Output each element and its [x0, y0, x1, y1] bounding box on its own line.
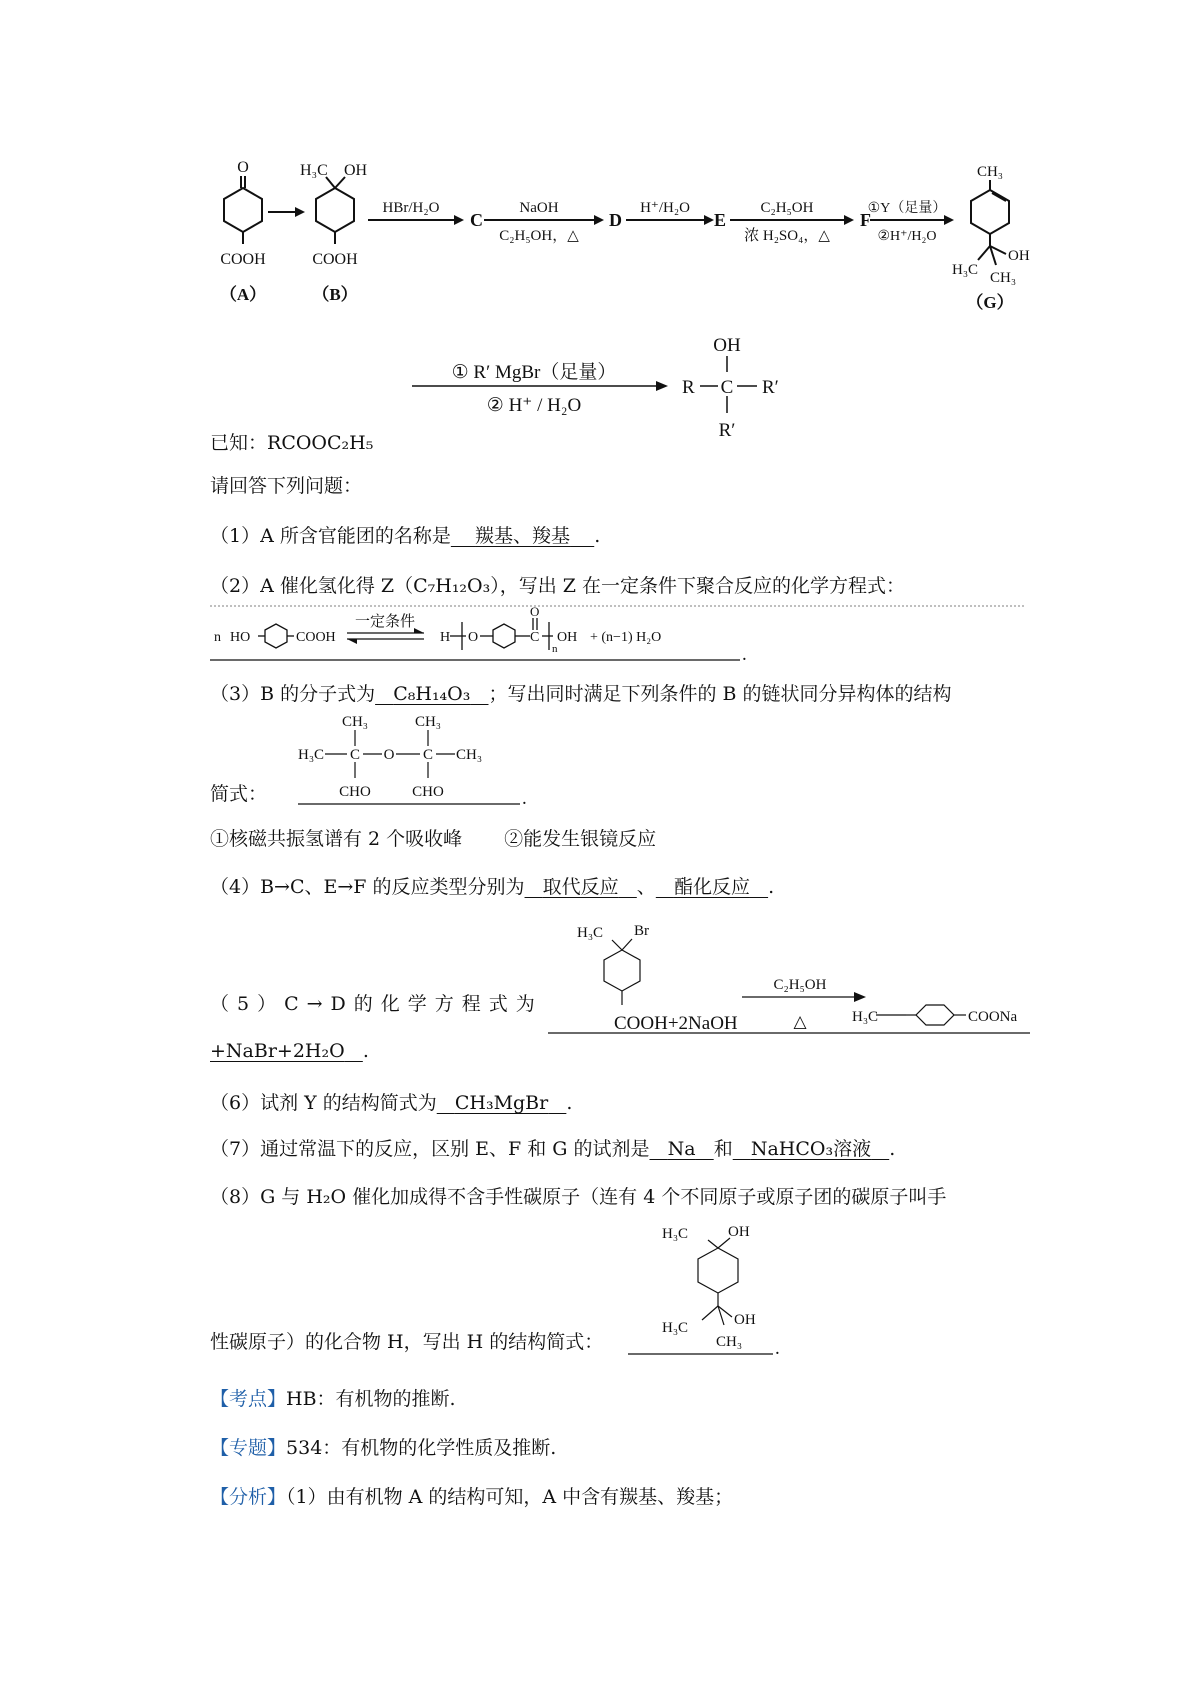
q1-text: （1）A 所含官能团的名称是 — [210, 525, 451, 547]
q5-line2 — [210, 1040, 363, 1062]
q5-br: Br — [634, 923, 649, 939]
q3-answer-text: C₈H₁₄O₃ — [393, 683, 471, 705]
q2-h: H — [440, 630, 451, 645]
question-6: （6）试剂 Y 的结构简式为 CH₃MgBr . — [210, 1092, 573, 1114]
q8-ch3-bot: CH₃ — [716, 1334, 743, 1350]
q1-answer — [451, 525, 594, 547]
question-8-line2: 性碳原子）的化合物 H，写出 H 的结构简式： — [210, 1331, 604, 1353]
q3-h3c: H₃C — [298, 747, 325, 763]
q4-answer-2-text: 酯化反应 — [673, 876, 750, 898]
a-cooh: COOH — [220, 251, 266, 268]
q4-text: （4）B→C、E→F 的反应类型分别为 — [210, 876, 525, 898]
q2-ho: HO — [230, 630, 251, 645]
q5-h3c: H₃C — [577, 925, 604, 941]
question-7: （7）通过常温下的反应，区别 E、F 和 G 的试剂是 Na 和 NaHCO₃溶液 . — [210, 1138, 896, 1160]
q2-carbonyl-o: O — [530, 604, 540, 619]
q3-text: （3）B 的分子式为 — [210, 683, 376, 705]
q3-conditions — [210, 825, 656, 853]
compound-b-ring — [316, 188, 354, 232]
q2-cond: 一定条件 — [354, 614, 416, 630]
q7-text: （7）通过常温下的反应，区别 E、F 和 G 的试剂是 — [210, 1138, 650, 1160]
question-5-line2: +NaBr+2H₂O . — [210, 1040, 369, 1062]
known-c: C — [720, 377, 734, 398]
g-ch3-top: CH₃ — [976, 164, 1004, 180]
condition-1: ①核磁共振氢谱有 2 个吸收峰 — [210, 828, 463, 850]
reaction-scheme — [0, 0, 1200, 320]
known-reaction — [0, 320, 1200, 470]
q3-ch3-c: CH₃ — [456, 747, 483, 763]
q2-cooh: COOH — [296, 630, 336, 645]
q4-answer-1 — [525, 876, 637, 898]
q2-oh: OH — [557, 630, 578, 645]
question-4: （4）B→C、E→F 的反应类型分别为 取代反应 、 酯化反应 . — [210, 876, 775, 898]
q7-answer-1-text: Na — [667, 1138, 696, 1160]
fenxi-text: （1）由有机物 A 的结构可知，A 中含有羰基、羧基； — [286, 1486, 734, 1508]
known-cond-2: ② H⁺ / H₂O — [486, 395, 582, 416]
q5-product-coona: COONa — [968, 1009, 1018, 1025]
known-label — [210, 429, 373, 457]
step4-condition: 浓 H₂SO₄，△ — [744, 228, 830, 244]
compound-e: E — [714, 210, 727, 230]
q3-cho-1: CHO — [339, 784, 371, 800]
q5-reactant: COOH+2NaOH — [614, 1013, 738, 1034]
q4-sep: 、 — [636, 876, 656, 898]
compound-a-ring — [224, 188, 262, 232]
q7-answer-2 — [733, 1138, 890, 1160]
q7-answer-2-text: NaHCO₃溶液 — [750, 1138, 872, 1160]
step3-reagent: H⁺/H₂O — [640, 200, 690, 216]
step4-reagent: C₂H₅OH — [760, 200, 814, 216]
q3-c1: C — [349, 747, 361, 763]
condition-2: ②能发生银镜反应 — [504, 828, 657, 850]
zhuanti-text: 534：有机物的化学性质及推断. — [286, 1437, 557, 1459]
g-h3c: H₃C — [952, 262, 979, 278]
kaodian — [210, 1385, 456, 1413]
q7-answer-1 — [649, 1138, 713, 1160]
q2-o: O — [468, 630, 479, 645]
g-oh: OH — [1008, 248, 1030, 264]
q5-product-h3c: H₃C — [852, 1009, 879, 1025]
zhuanti-tag: 【专题】 — [210, 1437, 287, 1459]
q4-answer-1-text: 取代反应 — [542, 876, 619, 898]
known-r1: R′ — [762, 377, 779, 398]
a-carbonyl-o: O — [237, 159, 249, 176]
compound-g-ring — [971, 190, 1009, 234]
q1-end: . — [594, 525, 601, 547]
q1-answer-text: 羰基、羧基 — [475, 525, 571, 547]
step2-condition: C₂H₅OH，△ — [499, 228, 579, 244]
q5-line2-text: +NaBr+2H₂O — [210, 1040, 345, 1062]
question-8-line1: （8）G 与 H₂O 催化加成得不含手性碳原子（连有 4 个不同原子或原子团的碳原子叫手 — [210, 1186, 947, 1208]
q6-answer — [437, 1092, 567, 1114]
kaodian-text: HB：有机物的推断. — [286, 1388, 456, 1410]
q6-text: （6）试剂 Y 的结构简式为 — [210, 1092, 437, 1114]
g-ch3: CH₃ — [990, 270, 1017, 286]
fenxi — [210, 1483, 733, 1511]
zhuanti — [210, 1434, 556, 1462]
known-cond-1: ① R′ MgBr（足量） — [451, 362, 617, 383]
step2-reagent: NaOH — [519, 200, 559, 216]
question-5-text: （5）C→D的化学方程式为 — [210, 993, 543, 1015]
q3-label: 简式： — [210, 783, 268, 805]
q3-structure — [0, 710, 1200, 810]
q8-oh-top: OH — [728, 1224, 750, 1240]
compound-c: C — [470, 210, 483, 230]
known-prefix: 已知： — [210, 432, 268, 454]
q8-end: . — [775, 1338, 780, 1359]
step1-reagent: HBr/H₂O — [382, 200, 440, 216]
q5-cond-below: △ — [793, 1012, 807, 1031]
step5-reagent: ①Y（足量） — [867, 201, 947, 216]
fenxi-tag: 【分析】 — [210, 1486, 287, 1508]
q8-oh-bot: OH — [734, 1312, 756, 1328]
question-1 — [210, 522, 600, 550]
q4-answer-2 — [656, 876, 768, 898]
step5-condition: ②H⁺/H₂O — [877, 229, 937, 244]
q7-mid: 和 — [713, 1138, 733, 1160]
intro-line: 请回答下列问题： — [210, 475, 363, 497]
q3-end: . — [522, 788, 527, 809]
b-cooh: COOH — [312, 251, 358, 268]
known-r2: R′ — [718, 420, 736, 441]
label-a: （A） — [219, 285, 267, 304]
known-r: R — [682, 377, 695, 398]
q5-equation — [0, 905, 1200, 1035]
b-oh: OH — [344, 162, 368, 179]
q3-o: O — [383, 747, 395, 763]
label-b-text: （B） — [312, 285, 358, 304]
q2-equation — [0, 598, 1200, 668]
q2-end: . — [742, 644, 747, 665]
compound-f: F — [860, 210, 871, 230]
q2-byproduct: + (n−1) H₂O — [590, 630, 662, 645]
known-oh: OH — [713, 335, 741, 356]
q3-answer — [375, 683, 488, 705]
q8-h3c-bot: H₃C — [662, 1320, 689, 1336]
q2-n: n — [214, 630, 221, 645]
question-3 — [210, 680, 952, 708]
q3-cho-2: CHO — [412, 784, 444, 800]
q3-ch3-a: CH₃ — [341, 714, 369, 730]
q2-sub-n: n — [552, 643, 558, 655]
q3-ch3-b: CH₃ — [414, 714, 442, 730]
q3-rest: ；写出同时满足下列条件的 B 的链状同分异构体的结构 — [488, 683, 952, 705]
q6-answer-text: CH₃MgBr — [454, 1092, 549, 1114]
known-reactant: RCOOC₂H₅ — [267, 432, 374, 454]
q3-c2: C — [422, 747, 434, 763]
label-g: （G） — [966, 293, 1014, 312]
q8-h3c-top: H₃C — [662, 1226, 689, 1242]
q5-cond-above: C₂H₅OH — [773, 977, 827, 993]
b-h3c: H₃C — [300, 162, 328, 179]
kaodian-tag: 【考点】 — [210, 1388, 287, 1410]
question-2: （2）A 催化氢化得 Z（C₇H₁₂O₃），写出 Z 在一定条件下聚合反应的化学方程式： — [210, 575, 906, 597]
q2-c: C — [530, 630, 540, 645]
compound-d: D — [609, 210, 622, 230]
